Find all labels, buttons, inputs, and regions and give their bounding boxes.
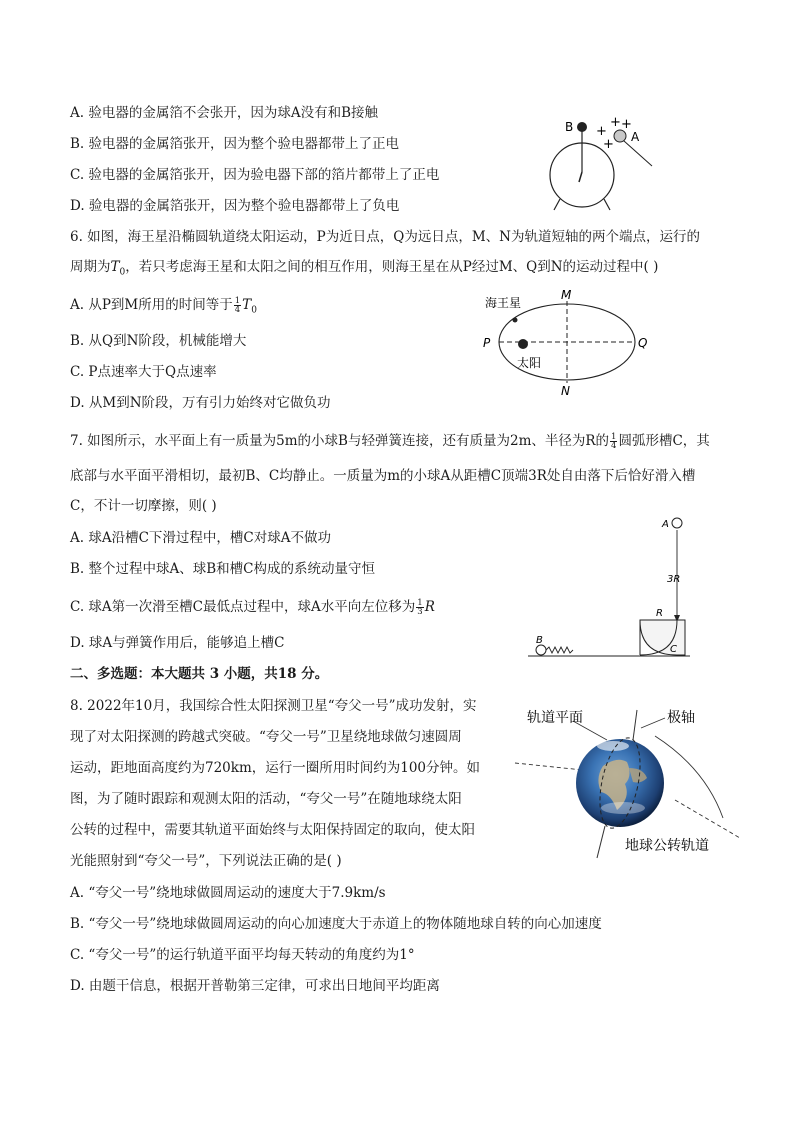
q8-option-b: B. “夸父一号”绕地球做圆周运动的向心加速度大于赤道上的物体随地球自转的向心加速度 xyxy=(70,916,602,932)
q7-option-c: C. 球A第一次滑至槽C最低点过程中，球A水平向左位移为 $\frac{1}{3}$ R xyxy=(70,598,435,617)
orbit-figure xyxy=(475,285,665,400)
label-revolution-orbit: 地球公转轨道 xyxy=(625,838,709,854)
q8-option-a: A. “夸父一号”绕地球做圆周运动的速度大于7.9km/s xyxy=(70,885,386,901)
electroscope-figure xyxy=(540,110,670,220)
q8-stem-line: 公转的过程中，需要其轨道平面始终与太阳保持固定的取向，使太阳 xyxy=(70,822,475,838)
plus-sign: + xyxy=(596,124,607,139)
label-a: A xyxy=(662,519,669,530)
q8-stem-line: 8. 2022年10月，我国综合性太阳探测卫星“夸父一号”成功发射，实 xyxy=(70,698,477,714)
label-n: N xyxy=(561,384,570,398)
plus-sign: + xyxy=(610,115,621,130)
q5-option-d: D. 验电器的金属箔张开，因为整个验电器都带上了负电 xyxy=(70,198,400,214)
label-m: M xyxy=(561,288,572,302)
q5-option-a: A. 验电器的金属箔不会张开，因为球A没有和B接触 xyxy=(70,105,379,121)
plus-sign: + xyxy=(603,137,614,152)
q6-option-b: B. 从Q到N阶段，机械能增大 xyxy=(70,333,247,349)
q5-option-c: C. 验电器的金属箔张开，因为验电器下部的箔片都带上了正电 xyxy=(70,167,440,183)
q7-stem-line3: C，不计一切摩擦，则( ) xyxy=(70,498,217,514)
q8-stem-line: 光能照射到“夸父一号”，下列说法正确的是( ) xyxy=(70,853,342,869)
q8-option-d: D. 由题干信息，根据开普勒第三定律，可求出日地间平均距离 xyxy=(70,978,440,994)
label-neptune: 海王星 xyxy=(485,296,522,310)
label-3r: 3R xyxy=(667,574,681,585)
q6-option-c: C. P点速率大于Q点速率 xyxy=(70,364,217,380)
label-p: P xyxy=(483,336,491,350)
q8-stem-line: 现了对太阳探测的跨越式突破。“夸父一号”卫星绕地球做匀速圆周 xyxy=(70,729,462,745)
label-a: A xyxy=(631,130,640,144)
q6-option-a: A. 从P到M所用的时间等于 $\frac{1}{4}$ $T_0$ xyxy=(70,296,257,316)
q8-stem-line: 图，为了随时跟踪和观测太阳的活动，“夸父一号”在随地球绕太阳 xyxy=(70,791,462,807)
label-orbit-plane: 轨道平面 xyxy=(527,710,583,726)
label-r: R xyxy=(656,608,663,619)
label-b: B xyxy=(536,635,543,646)
earth-orbit-figure xyxy=(505,698,745,868)
label-b: B xyxy=(565,120,574,134)
q8-option-c: C. “夸父一号”的运行轨道平面平均每天转动的角度约为1° xyxy=(70,947,415,963)
q6-stem-line1: 6. 如图，海王星沿椭圆轨道绕太阳运动，P为近日点，Q为远日点，M、N为轨道短轴的两个端点，运行的 xyxy=(70,229,700,245)
q5-option-b: B. 验电器的金属箔张开，因为整个验电器都带上了正电 xyxy=(70,136,400,152)
q7-stem-line1: 7. 如图所示，水平面上有一质量为5m的小球B与轻弹簧连接，还有质量为2m、半径为R的 $\frac{1}{4}$ 圆弧形槽C，其 xyxy=(70,432,710,451)
q7-stem-line2: 底部与水平面平滑相切，最初B、C均静止。一质量为m的小球A从距槽C顶端3R处自由落下后恰好滑入槽 xyxy=(70,468,696,484)
q7-option-a: A. 球A沿槽C下滑过程中，槽C对球A不做功 xyxy=(70,530,331,546)
label-sun: 太阳 xyxy=(517,356,542,370)
q6-stem-line2: 周期为$T_0$，若只考虑海王星和太阳之间的相互作用，则海王星在从P经过M、Q到N的运动过程中( ) xyxy=(70,259,659,278)
q8-stem-line: 运动，距地面高度约为720km，运行一圈所用时间约为100分钟。如 xyxy=(70,760,481,776)
groove-figure xyxy=(520,510,700,660)
plus-sign: + xyxy=(621,117,632,132)
q7-option-d: D. 球A与弹簧作用后，能够追上槽C xyxy=(70,635,285,651)
label-c: C xyxy=(670,644,677,655)
label-pole-axis: 极轴 xyxy=(667,710,695,726)
label-q: Q xyxy=(638,336,648,350)
q7-option-b: B. 整个过程中球A、球B和槽C构成的系统动量守恒 xyxy=(70,561,376,577)
q6-option-d: D. 从M到N阶段，万有引力始终对它做负功 xyxy=(70,395,331,411)
section-heading: 二、多选题：本大题共 3 小题，共18 分。 xyxy=(70,666,329,682)
